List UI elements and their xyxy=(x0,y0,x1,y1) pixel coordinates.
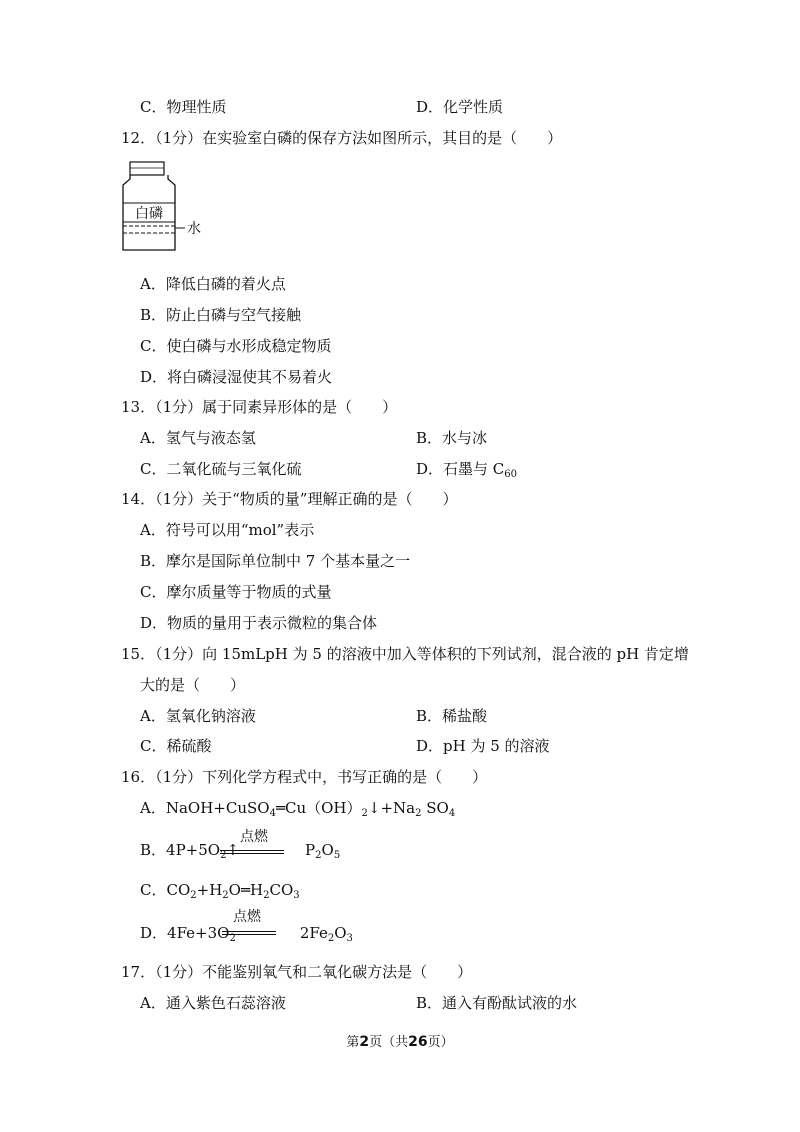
q12-option-d: D．将白磷浸湿使其不易着火 xyxy=(140,368,333,386)
q14-option-b: B．摩尔是国际单位制中 7 个基本量之一 xyxy=(140,552,411,570)
q16-option-d: D．$4Fe+3O_2$ $2Fe_2O_3$ xyxy=(140,924,353,944)
q16-d-condition: 点燃 xyxy=(233,909,261,925)
q16-option-b: B．$4P+5O_2↑$ $P_2O_5$ xyxy=(140,841,341,861)
white-phosphorus-bottle-figure xyxy=(121,160,211,255)
q16-b-equals-bar xyxy=(220,850,284,854)
q13-option-d: D．石墨与 $C_{60}$ xyxy=(416,460,518,480)
q16-option-a: A．$NaOH+CuSO_4═Cu(OH)_2↓+Na_2$ $SO_4$ xyxy=(140,799,456,819)
q16-d-equals-bar xyxy=(222,931,276,935)
bottle-label: 白磷 xyxy=(135,206,163,222)
q15-stem-line1: 15．（1分）向 15mLpH 为 5 的溶液中加入等体积的下列试剂，混合液的 pH 肯定增 xyxy=(121,645,689,663)
q16-b-condition: 点燃 xyxy=(240,829,268,845)
water-label: 水 xyxy=(187,221,201,237)
q13-stem: 13．（1分）属于同素异形体的是（ ） xyxy=(121,398,398,416)
q14-stem: 14．（1分）关于“物质的量”理解正确的是（ ） xyxy=(121,490,458,508)
q13-option-b: B．水与冰 xyxy=(416,429,488,447)
q11-option-c: C．物理性质 xyxy=(140,98,227,116)
q16-option-c: C．$CO_2+H_2O═H_2CO_3$ xyxy=(140,881,300,901)
q16-stem: 16．（1分）下列化学方程式中，书写正确的是（ ） xyxy=(121,768,488,786)
q11-option-d: D．化学性质 xyxy=(416,98,504,116)
q12-option-c: C．使白磷与水形成稳定物质 xyxy=(140,337,332,355)
q15-stem-line2: 大的是（ ） xyxy=(140,676,246,694)
q12-option-b: B．防止白磷与空气接触 xyxy=(140,306,302,324)
page-number: 2 xyxy=(359,1034,370,1050)
page-footer: 第2页（共26页） xyxy=(346,1034,454,1050)
q15-option-a: A．氢氧化钠溶液 xyxy=(140,707,256,725)
q15-option-c: C．稀硫酸 xyxy=(140,737,212,755)
q17-option-b: B．通入有酚酞试液的水 xyxy=(416,994,578,1012)
q15-option-b: B．稀盐酸 xyxy=(416,707,488,725)
q12-stem: 12．（1分）在实验室白磷的保存方法如图所示，其目的是（ ） xyxy=(121,129,563,147)
q14-option-c: C．摩尔质量等于物质的式量 xyxy=(140,583,332,601)
q14-option-d: D．物质的量用于表示微粒的集合体 xyxy=(140,614,378,632)
q14-option-a: A．符号可以用“mol”表示 xyxy=(140,521,315,539)
q17-option-a: A．通入紫色石蕊溶液 xyxy=(140,994,286,1012)
q17-stem: 17．（1分）不能鉴别氧气和二氧化碳方法是（ ） xyxy=(121,963,473,981)
total-pages: 26 xyxy=(408,1034,428,1050)
q13-option-c: C．二氧化硫与三氧化硫 xyxy=(140,460,302,478)
q15-option-d: D．pH 为 5 的溶液 xyxy=(416,737,550,755)
q12-option-a: A．降低白磷的着火点 xyxy=(140,275,286,293)
q13-option-a: A．氢气与液态氢 xyxy=(140,429,256,447)
